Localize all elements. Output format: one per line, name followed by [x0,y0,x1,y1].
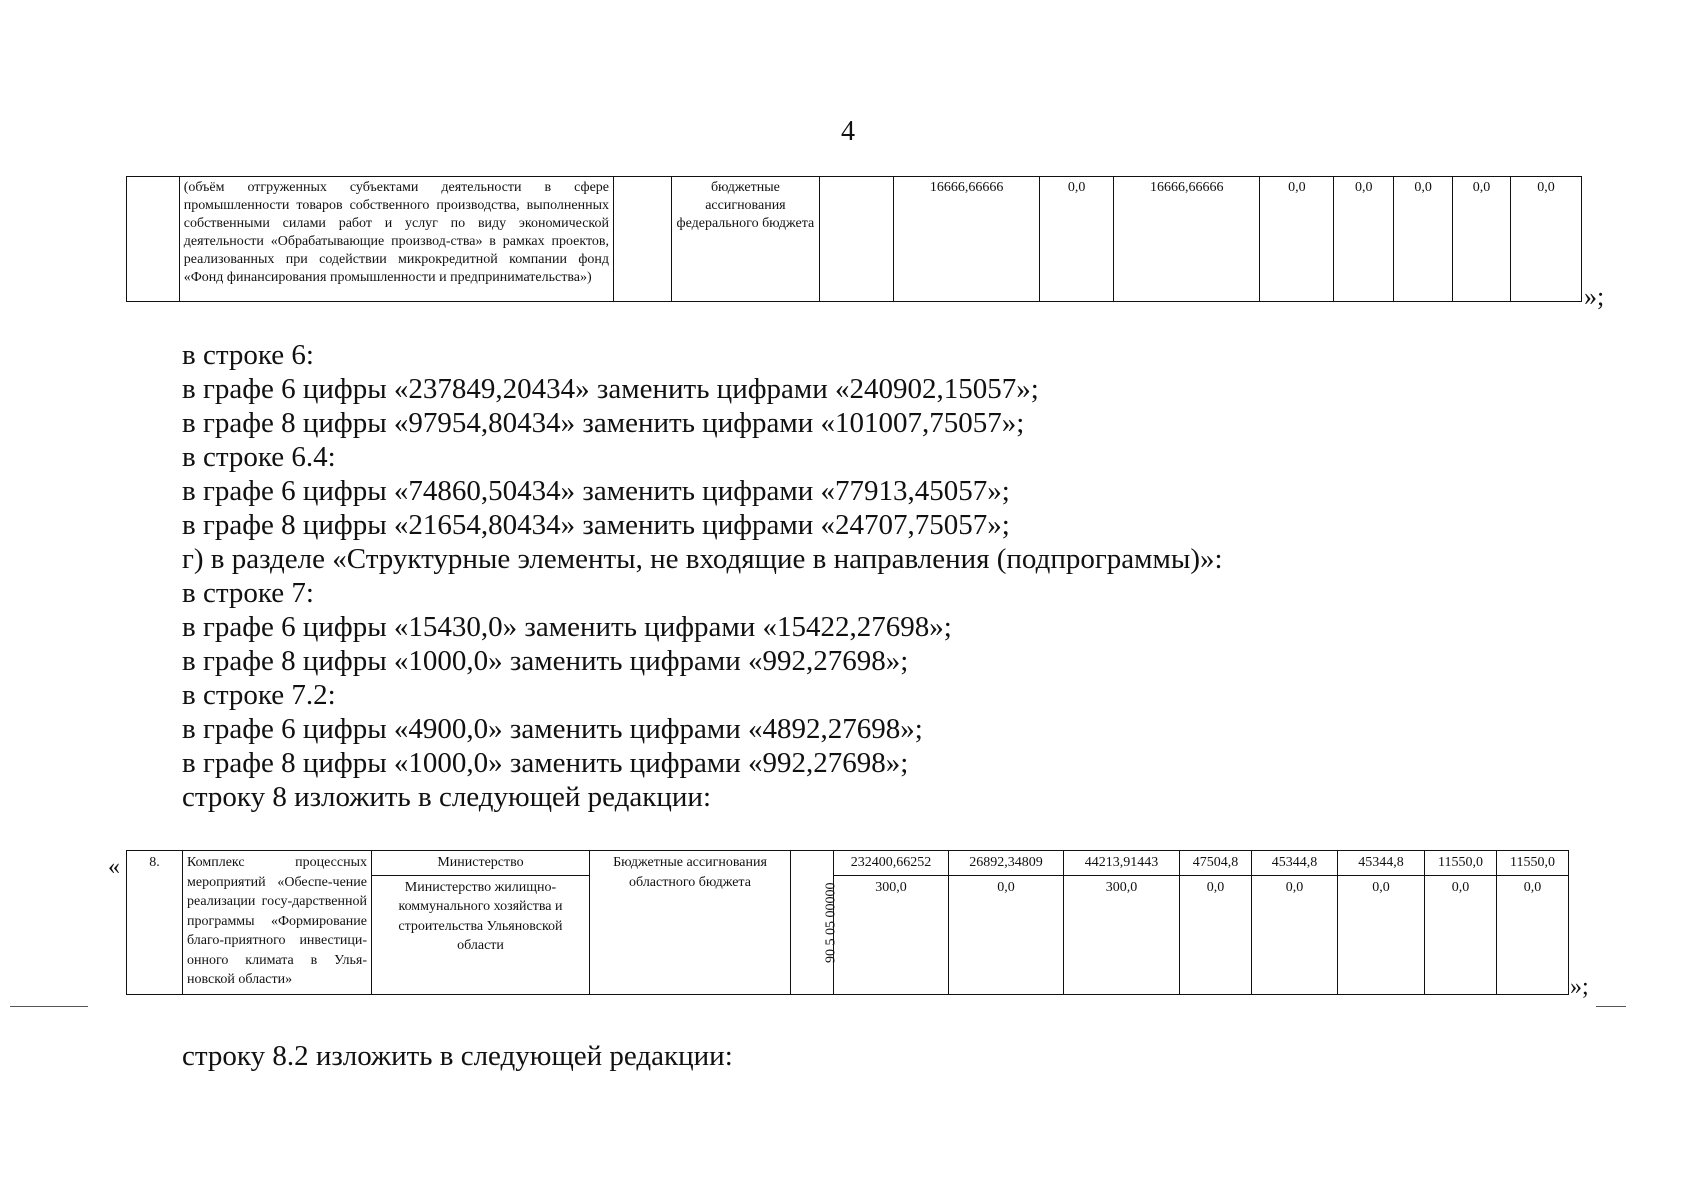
scan-artifact-line [1596,1006,1626,1007]
executor: Министерство жилищно-коммунального хозяйства и строительства Ульяновской области [372,875,590,994]
value-cell: 0,0 [1497,875,1569,994]
paragraph: в графе 8 цифры «1000,0» заменить цифрами «992,27698»; [182,645,909,677]
value-cell: 16666,66666 [1114,177,1260,302]
value-cell: 0,0 [1180,875,1252,994]
closing-quote: »; [1584,282,1605,311]
value-cell: 11550,0 [1497,851,1569,876]
value-cell: 45344,8 [1252,851,1338,876]
budget-code [791,851,839,995]
row-8-table [126,850,1569,995]
paragraph: в графе 8 цифры «1000,0» заменить цифрами «992,27698»; [182,747,909,779]
paragraph: в графе 8 цифры «97954,80434» заменить цифрами «101007,75057»; [182,407,1025,439]
footer-instruction: строку 8.2 изложить в следующей редакции: [182,1040,733,1072]
value-cell: 0,0 [1394,177,1453,302]
scan-artifact-line [10,1006,88,1007]
paragraph: в графе 8 цифры «21654,80434» заменить цифрами «24707,75057»; [182,509,1010,541]
value-cell: 232400,66252 [834,851,949,876]
value-cell: 0,0 [1425,875,1497,994]
value-cell: 0,0 [1252,875,1338,994]
closing-quote: »; [1570,974,1589,1000]
value-cell: 0,0 [949,875,1064,994]
funding-source: бюджетные ассигнования федерального бюджета [671,177,819,302]
value-cell: 11550,0 [1425,851,1497,876]
indicator-description: (объём отгруженных субъектами деятельности в сфере промышленности товаров собственного производства, выполненных собственными силами работ и услуг по виду экономической деятельности «Обрабатывающие производ-ства» в рамках проектов, реализованных при содействии микрокредитной компании фонд «Фонд финансирования промышленности и предпринимательства») [179,177,613,302]
value-cell: 47504,8 [1180,851,1252,876]
code-cell [819,177,893,302]
paragraph: в графе 6 цифры «74860,50434» заменить цифрами «77913,45057»; [182,475,1010,507]
amendment-text [182,338,1223,814]
value-cell: 0,0 [1334,177,1394,302]
paragraph: в строке 7: [182,577,314,609]
value-cell: 16666,66666 [894,177,1040,302]
funding-source: Бюджетные ассигнования областного бюджета [590,851,791,995]
page-number: 4 [841,116,855,147]
continuation-table [126,176,1582,302]
opening-quote: « [108,854,120,880]
row-number: 8. [127,851,183,995]
paragraph: г) в разделе «Структурные элементы, не входящие в направления (подпрограммы)»: [182,543,1223,575]
value-cell: 0,0 [1260,177,1334,302]
value-cell: 44213,91443 [1064,851,1180,876]
value-cell: 300,0 [834,875,949,994]
program-name: Комплекс процессных мероприятий «Обеспе-чение реализации госу-дарственной программы «Формирование благо-приятного инвестици-онного климата в Улья-новской области» [183,851,372,995]
value-cell: 0,0 [1453,177,1511,302]
executor-header: Министерство [372,851,590,876]
value-cell: 0,0 [1338,875,1425,994]
paragraph: в строке 6: [182,339,314,371]
paragraph: в строке 7.2: [182,679,336,711]
paragraph: строку 8 изложить в следующей редакции: [182,781,711,813]
budget-code-text: 90 5 05 00000 [823,882,839,963]
executor-cell [614,177,672,302]
paragraph: в графе 6 цифры «15430,0» заменить цифрами «15422,27698»; [182,611,952,643]
value-cell: 300,0 [1064,875,1180,994]
value-cell: 0,0 [1040,177,1114,302]
paragraph: в графе 6 цифры «237849,20434» заменить цифрами «240902,15057»; [182,373,1039,405]
paragraph: в графе 6 цифры «4900,0» заменить цифрами «4892,27698»; [182,713,923,745]
paragraph: в строке 6.4: [182,441,336,473]
value-cell: 0,0 [1510,177,1581,302]
value-cell: 26892,34809 [949,851,1064,876]
row-number-cell [127,177,180,302]
value-cell: 45344,8 [1338,851,1425,876]
